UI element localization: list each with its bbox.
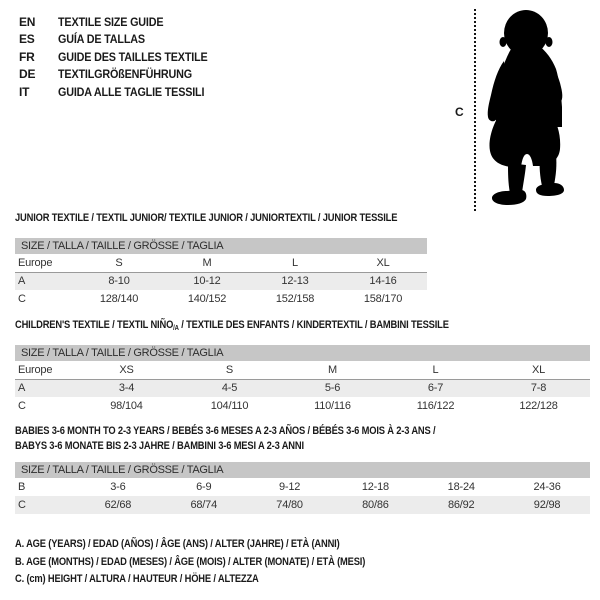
footnote-c: C. (cm) HEIGHT / ALTURA / HAUTEUR / HÖHE / ALTEZZA — [15, 573, 259, 585]
table-cell: 6-7 — [384, 379, 487, 397]
footnote-b: B. AGE (MONTHS) / EDAD (MESES) / ÂGE (MOIS) / ALTER (MONATE) / ETÀ (MESI) — [15, 555, 366, 568]
language-title: GUÍA DE TALLAS — [58, 32, 145, 47]
language-row-es — [19, 31, 224, 49]
table-cell: M — [281, 361, 384, 379]
language-title: TEXTILGRÖßENFÜHRUNG — [58, 67, 192, 82]
table-cell: 92/98 — [504, 496, 590, 514]
babies-textile-title — [15, 424, 590, 454]
size-header: SIZE / TALLA / TAILLE / GRÖSSE / TAGLIA — [15, 462, 590, 478]
title-part: / TEXTILE DES ENFANTS / KINDERTEXTIL / BAMBINI TESSILE — [178, 319, 449, 331]
height-measure-label: C — [455, 105, 464, 119]
table-cell: 10-12 — [163, 272, 251, 290]
table-row — [15, 361, 590, 379]
language-code: IT — [19, 84, 30, 99]
table-cell: L — [251, 254, 339, 272]
row-label: Europe — [15, 361, 75, 379]
table-cell: 110/116 — [314, 400, 351, 412]
table-cell: 116/122 — [416, 400, 455, 412]
junior-textile-section — [15, 211, 427, 308]
table-cell: XL — [339, 254, 427, 272]
language-row-fr — [19, 48, 224, 66]
table-cell: 8-10 — [75, 272, 163, 290]
language-title: GUIDA ALLE TAGLIE TESSILI — [58, 84, 205, 99]
baby-silhouette — [482, 9, 568, 209]
table-cell: XS — [75, 361, 178, 379]
title-line-2: BABYS 3-6 MONATE BIS 2-3 JAHRE / BAMBINI 3-6 MESI A 2-3 ANNI — [15, 440, 304, 452]
table-cell: 18-24 — [447, 481, 475, 493]
babies-textile-table — [15, 462, 590, 514]
table-cell: 128/140 — [99, 293, 139, 305]
table-row — [15, 478, 590, 496]
language-code: DE — [19, 67, 36, 82]
table-cell: 5-6 — [281, 379, 384, 397]
junior-textile-table — [15, 238, 427, 308]
table-cell: 140/152 — [187, 293, 227, 305]
language-row-en — [19, 13, 224, 31]
language-code: FR — [19, 49, 35, 64]
table-cell: XL — [487, 361, 590, 379]
row-label: B — [18, 481, 26, 493]
junior-textile-title: JUNIOR TEXTILE / TEXTIL JUNIOR/ TEXTILE JUNIOR / JUNIORTEXTIL / JUNIOR TESSILE — [15, 212, 398, 224]
title-line-1: BABIES 3-6 MONTH TO 2-3 YEARS / BEBÉS 3-6 MESES A 2-3 AÑOS / BÉBÉS 3-6 MOIS À 2-3 ANS / — [15, 425, 436, 437]
table-cell: 9-12 — [278, 481, 301, 493]
childrens-textile-section — [15, 318, 590, 415]
footnote-a: A. AGE (YEARS) / EDAD (AÑOS) / ÂGE (ANS) / ALTER (JAHRE) / ETÀ (ANNI) — [15, 538, 340, 550]
table-row — [15, 290, 427, 308]
table-cell: 122/128 — [519, 400, 558, 412]
table-row — [15, 496, 590, 514]
size-header: SIZE / TALLA / TAILLE / GRÖSSE / TAGLIA — [15, 238, 427, 254]
childrens-textile-table — [15, 345, 590, 415]
footnotes — [15, 536, 427, 589]
table-cell: 74/80 — [247, 496, 333, 514]
table-cell: 68/74 — [161, 496, 247, 514]
table-cell: 14-16 — [339, 272, 427, 290]
language-list — [19, 13, 224, 101]
size-header-row — [15, 462, 590, 478]
row-label: A — [15, 379, 75, 397]
table-cell: M — [163, 254, 251, 272]
row-label: Europe — [15, 254, 75, 272]
row-label: C — [15, 496, 75, 514]
table-cell: S — [75, 254, 163, 272]
height-measure-dotted-line — [474, 9, 476, 211]
table-cell: 80/86 — [332, 496, 418, 514]
language-code: EN — [19, 14, 36, 29]
table-cell: 7-8 — [487, 379, 590, 397]
size-header: SIZE / TALLA / TAILLE / GRÖSSE / TAGLIA — [15, 345, 590, 361]
size-header-row — [15, 345, 590, 361]
title-subscript: /A — [173, 325, 179, 332]
table-row — [15, 379, 590, 397]
table-cell: 62/68 — [75, 496, 161, 514]
row-label: C — [18, 400, 26, 412]
table-cell: 6-9 — [196, 481, 212, 493]
language-title: TEXTILE SIZE GUIDE — [58, 14, 164, 29]
language-row-it — [19, 83, 224, 101]
childrens-textile-title — [15, 318, 590, 332]
table-cell: 86/92 — [418, 496, 504, 514]
table-row — [15, 397, 590, 415]
table-cell: L — [384, 361, 487, 379]
babies-textile-section — [15, 424, 590, 514]
table-cell: 4-5 — [178, 379, 281, 397]
language-title: GUIDE DES TAILLES TEXTILE — [58, 49, 208, 64]
table-cell: 12-18 — [361, 481, 389, 493]
language-code: ES — [19, 32, 35, 47]
size-header-row — [15, 238, 427, 254]
table-cell: 3-4 — [75, 379, 178, 397]
table-cell: 12-13 — [251, 272, 339, 290]
table-cell: 24-36 — [533, 481, 561, 493]
table-cell: 98/104 — [110, 400, 143, 412]
table-cell: 152/158 — [275, 293, 315, 305]
row-label: A — [15, 272, 75, 290]
language-row-de — [19, 66, 224, 84]
title-part: CHILDREN'S TEXTILE / TEXTIL NIÑO — [15, 319, 174, 331]
table-cell: 104/110 — [210, 400, 249, 412]
table-cell: 158/170 — [363, 293, 403, 305]
table-cell: S — [178, 361, 281, 379]
table-row — [15, 254, 427, 272]
row-label: C — [18, 293, 26, 305]
table-row — [15, 272, 427, 290]
table-cell: 3-6 — [110, 481, 126, 493]
